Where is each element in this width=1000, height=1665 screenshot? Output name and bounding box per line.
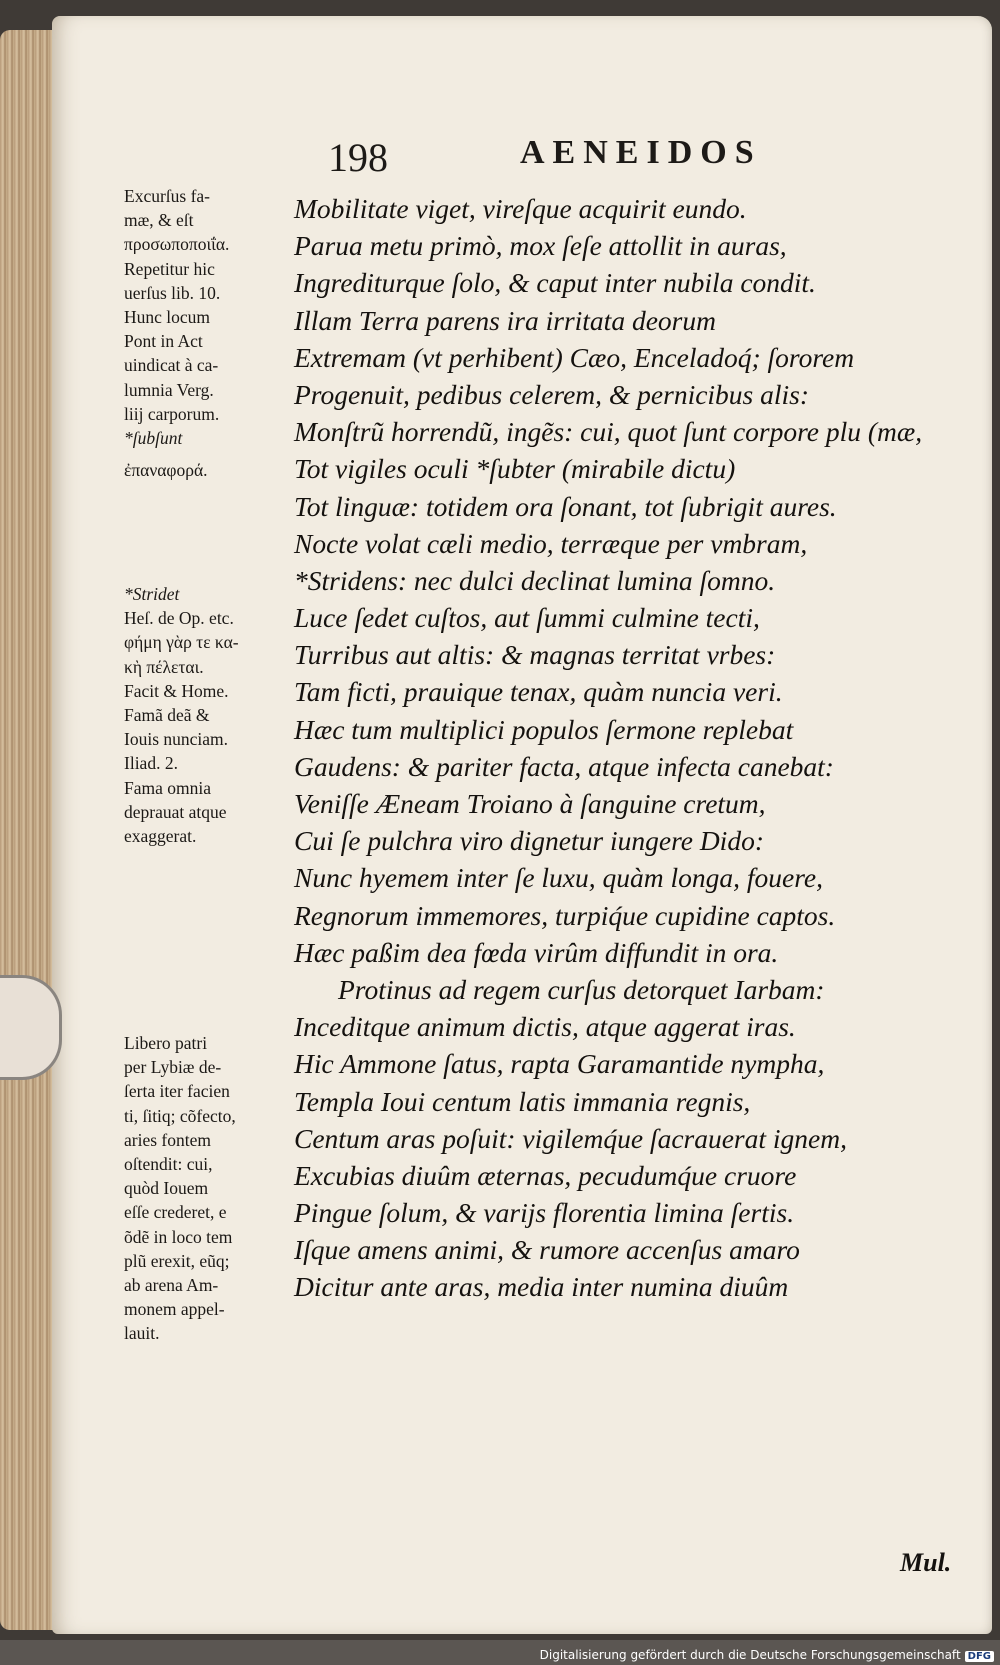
gloss-line: lauit.: [124, 1323, 160, 1344]
gloss-line: mæ, & eſt: [124, 210, 194, 231]
verse-line: *Stridens: nec dulci declinat lumina ſomno.: [294, 564, 776, 596]
verse-line: Inceditque animum dictis, atque aggerat iras.: [294, 1011, 796, 1043]
gloss-line: Repetitur hic: [124, 258, 215, 279]
verse-line: Ingrediturque ſolo, & caput inter nubila condit.: [294, 267, 816, 299]
gloss-line: *Stridet: [124, 584, 180, 604]
gloss-excursus: [124, 184, 294, 482]
gloss-line: Famã deã &: [124, 705, 210, 726]
gloss-line: liij carporum.: [124, 403, 220, 424]
verse-line: Extremam (vt perhibent) Cæo, Enceladoq́; ſororem: [294, 341, 855, 373]
gloss-line: Hunc locum: [124, 307, 211, 328]
verse-text: [294, 190, 954, 1306]
gloss-libero: [124, 1031, 294, 1346]
gloss-line: *ſubſunt: [124, 428, 183, 449]
gloss-line: uindicat à ca-: [124, 355, 219, 376]
page-edges: [0, 30, 60, 1630]
gloss-line: exaggerat.: [124, 826, 197, 847]
gloss-line: monem appel-: [124, 1299, 225, 1320]
gloss-line: õdẽ in loco tem: [124, 1226, 233, 1247]
verse-line: Hic Ammone ſatus, rapta Garamantide nympha,: [294, 1048, 825, 1080]
gloss-line: uerſus lib. 10.: [124, 282, 221, 303]
verse-line: Iſque amens animi, & rumore accenſus amaro: [294, 1234, 800, 1266]
verse-line: Nocte volat cæli medio, terræque per vmbram,: [294, 527, 808, 559]
gloss-line: Iouis nunciam.: [124, 729, 229, 750]
gloss-line: quòd Iouem: [124, 1178, 209, 1199]
gloss-line: eſſe crederet, e: [124, 1202, 227, 1223]
running-head: AENEIDOS: [520, 134, 762, 171]
verse-line: Veniſſe Æneam Troiano à ſanguine cretum,: [294, 788, 766, 819]
gloss-line: oſtendit: cui,: [124, 1154, 213, 1175]
verse-line: Excubias diuûm æternas, pecudumq́ue cruore: [294, 1159, 797, 1191]
verse-line: Tot vigiles oculi *ſubter (mirabile dictu): [294, 453, 736, 485]
verse-line: Hæc tum multiplici populos ſermone replebat: [294, 713, 794, 745]
page-number: 198: [328, 135, 388, 180]
verse-line: Centum aras poſuit: vigilemq́ue ſacrauerat ignem,: [294, 1122, 847, 1154]
verse-line: Illam Terra parens ira irritata deorum: [294, 304, 716, 336]
book-clasp: [0, 975, 62, 1080]
gloss-line: aries fontem: [124, 1129, 211, 1150]
verse-line: Tam ficti, prauique tenax, quàm nuncia veri.: [294, 676, 783, 708]
gloss-line: φήμη γὰρ τε κα-: [124, 632, 239, 653]
gloss-line: Pont in Act: [124, 331, 203, 352]
verse-line: Parua metu primò, mox ſeſe attollit in auras,: [294, 230, 787, 262]
verse-line: Tot linguæ: totidem ora ſonant, tot ſubrigit aures.: [294, 490, 837, 522]
gloss-line: Excurſus fa-: [124, 186, 211, 206]
verse-line: Luce ſedet cuſtos, aut ſummi culmine tecti,: [294, 602, 760, 634]
gloss-line: lumnia Verg.: [124, 379, 214, 400]
gloss-line: per Lybiæ de-: [124, 1057, 222, 1078]
book-page: [52, 16, 992, 1634]
gloss-line: προσωποποιΐα.: [124, 234, 230, 255]
gloss-line: Facit & Home.: [124, 680, 229, 701]
verse-line: Dicitur ante aras, media inter numina diuûm: [294, 1271, 789, 1303]
gloss-line: ἐπαναφορά.: [124, 460, 208, 481]
gloss-stridet: [124, 582, 294, 848]
verse-line: Mobilitate viget, vireſque acquirit eundo.: [294, 193, 747, 224]
footer-text: Digitalisierung gefördert durch die Deutsche Forschungsgemeinschaft: [539, 1648, 961, 1662]
gloss-line: ſerta iter facien: [124, 1081, 230, 1102]
verse-line: Gaudens: & pariter facta, atque infecta canebat:: [294, 750, 834, 782]
dfg-logo-icon: DFG: [965, 1651, 994, 1662]
verse-line: Pingue ſolum, & varijs florentia limina ſertis.: [294, 1197, 795, 1229]
gloss-line: deprauat atque: [124, 801, 227, 822]
footer-credit: [540, 1648, 994, 1662]
catchword: Mul.: [900, 1548, 952, 1577]
gloss-line: Heſ. de Op. etc.: [124, 608, 234, 629]
gloss-line: Fama omnia: [124, 777, 211, 798]
verse-line: Templa Ioui centum latis immania regnis,: [294, 1085, 751, 1117]
verse-line: Nunc hyemem inter ſe luxu, quàm longa, fouere,: [294, 862, 823, 894]
gloss-line: ti, ſitiq; cõfecto,: [124, 1105, 236, 1126]
verse-line: Turribus aut altis: & magnas territat vrbes:: [294, 639, 776, 671]
verse-line: Progenuit, pedibus celerem, & pernicibus alis:: [294, 378, 810, 410]
verse-line: Cui ſe pulchra viro dignetur iungere Dido:: [294, 825, 764, 857]
gloss-line: Iliad. 2.: [124, 753, 178, 774]
verse-line: Hæc paßim dea fœda virûm diffundit in ora.: [294, 936, 779, 968]
verse-line: Monſtrũ horrendũ, ingẽs: cui, quot ſunt corpore plu (mæ,: [294, 416, 923, 448]
gloss-line: Libero patri: [124, 1033, 208, 1053]
gloss-line: plũ erexit, eũq;: [124, 1250, 230, 1271]
gloss-line: κὴ πέλεται.: [124, 656, 204, 677]
gloss-line: ab arena Am-: [124, 1275, 219, 1296]
verse-line: Protinus ad regem curſus detorquet Iarbam:: [338, 973, 825, 1005]
verse-line: Regnorum immemores, turpiq́ue cupidine captos.: [294, 899, 836, 931]
